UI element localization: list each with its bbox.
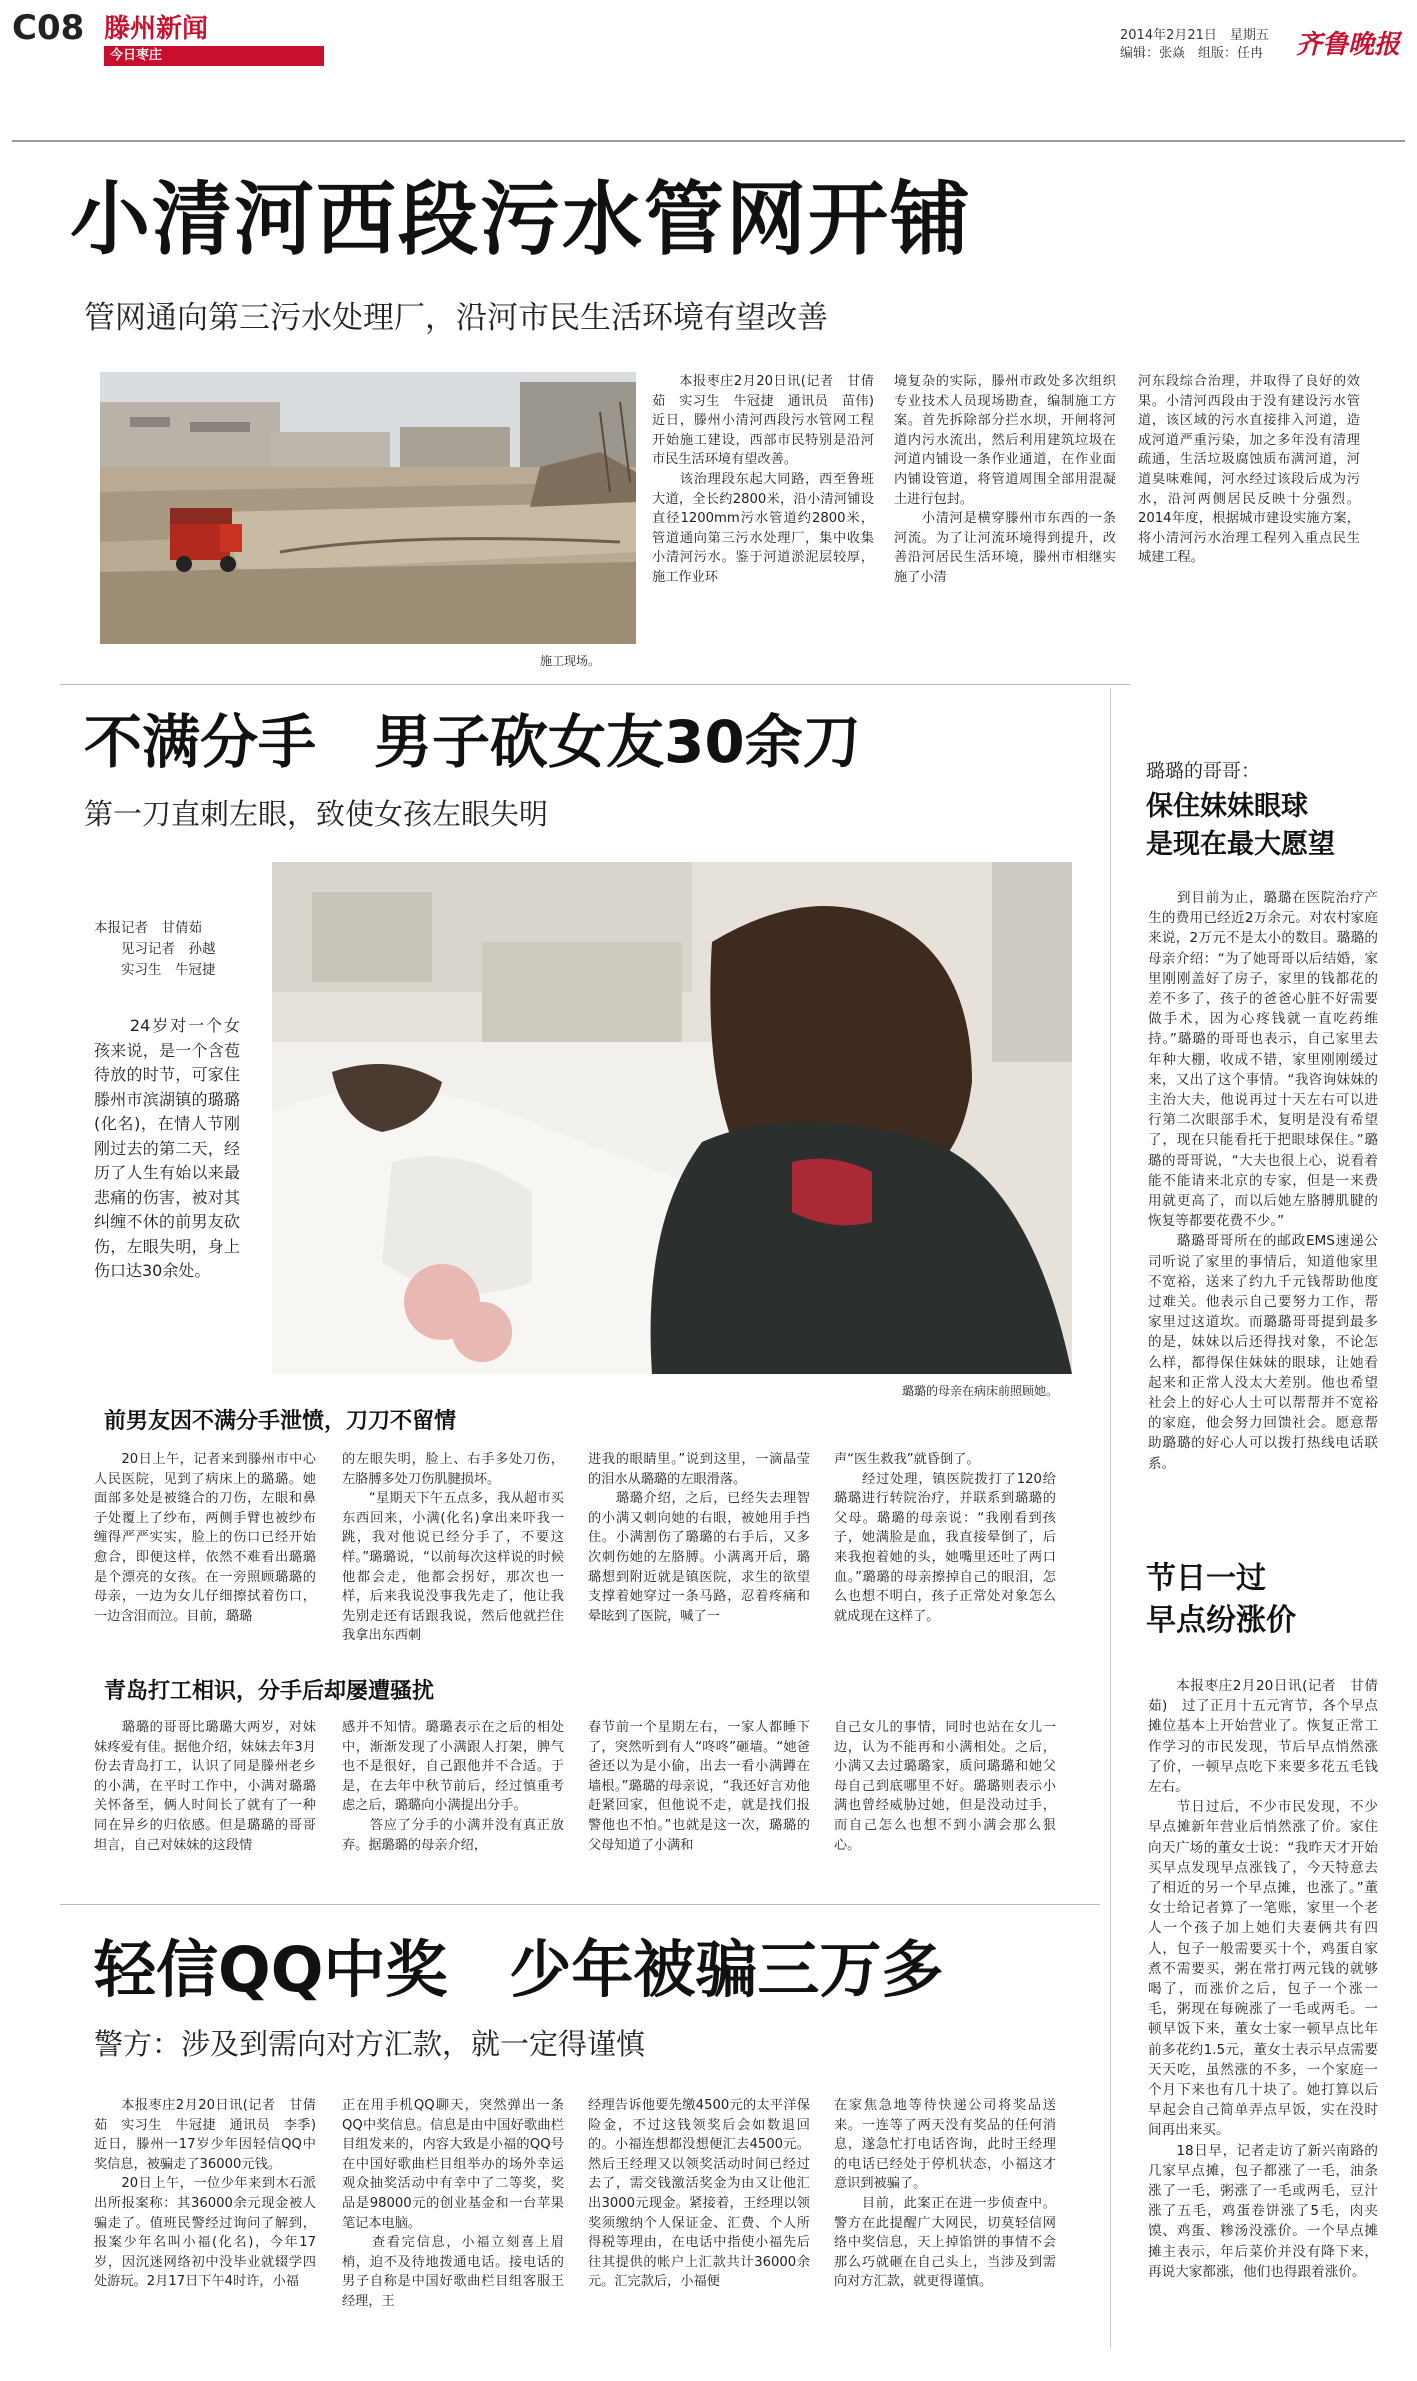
article1-col3: 河东段综合治理，并取得了良好的效果。小清河西段由于没有建设污水管道，该区域的污水直接排入河道，造成河道严重污染，加之多年没有清理疏通，生活垃圾腐蚀质布满河道，河道臭味难闻，河水经过该段后成为污水，沿河两侧居民反映十分强烈。2014年度，根据城市建设实施方案，将小清河污水治理工程列入重点民生城建工程。 [1138,374,1360,566]
article2-photo [272,862,1072,1374]
article1-photo-caption: 施工现场。 [540,654,601,668]
article2-section2-head: 青岛打工相识，分手后却屡遭骚扰 [104,1679,435,1704]
brand-logo: 齐鲁晚报 [1296,30,1401,60]
construction-site-image [100,372,636,644]
article1-photo [100,372,636,644]
article2-byline: 本报记者 甘倩茹 见习记者 孙越 实习生 牛冠捷 [94,920,216,978]
article2-title: 不满分手 男子砍女友30余刀 [84,708,861,776]
article2-s2-col1: 璐璐的哥哥比璐璐大两岁，对妹妹疼爱有佳。据他介绍，妹妹去年3月份去青岛打工，认识了同是滕州老乡的小满，在平时工作中，小满对璐璐关怀备至，俩人时间长了就有了一种同在异乡的归依感。但是璐璐的哥哥坦言，自己对妹妹的这段情 [94,1720,316,1853]
article3-body: 本报枣庄2月20日讯(记者 甘倩茹) 过了正月十五元宵节，各个早点摊位基本上开始营业了。恢复正常工作学习的市民发现，节后早点悄然涨了价，一顿早点吃下来要多花五毛钱左右。 节日过后，不少市民发现，不少早点摊新年营业后悄然涨了价。家住向天广场的董女士说：“我昨天才开始买早点发现早点涨钱了，今天特意去了相近的另一个早点摊，也涨了。”董女士给记者算了一笔账，家里一个老人一个孩子加上她们夫妻俩共有四人，包子一般需要买十个，鸡蛋自家煮不需要买，粥在常打两元钱的就够喝了，而涨价之后，包子一个涨一毛，粥现在每碗涨了一毛或两毛。一顿早饭下来，董女士家一顿早点比年前多花约1.5元，董女士表示早点需要天天吃，虽然涨的不多，一个家庭一个月下来也有几十块了。她打算以后早起会自己简单弄点早饭，实在没时间再出来买。 18日早，记者走访了新兴南路的几家早点摊，包子都涨了一毛，油条涨了一毛，粥涨了一毛或两毛，豆汁涨了五毛，鸡蛋卷饼涨了5毛，肉夹馍、鸡蛋、糁汤没涨价。一个早点摊摊主表示，年后菜价并没有降下来，再说大家都涨，他们也得跟着涨价。 [1148,1678,1378,2280]
article1-col1: 本报枣庄2月20日讯(记者 甘倩茹 实习生 牛冠捷 通讯员 苗伟) 近日，滕州小清河西段污水管网工程开始施工建设，西部市民特别是沿河市民生活环境有望改善。 该治理段东起大同路，西至鲁班大道，全长约2800米，沿小清河铺设直径1200mm污水管道约2800米，管道通向第三污水处理厂，集中收集小清河污水。鉴于河道淤泥层较厚，施工作业环 [652,374,874,585]
article2-s1-col4: 声“医生救我”就昏倒了。 经过处理，镇医院拨打了120给璐璐进行转院治疗，并联系到璐璐的父母。璐璐的母亲说：“我刚看到孩子，她满脸是血，我直接晕倒了，后来我抱着她的头，她嘴里还吐了两口血。”璐璐的母亲擦掉自己的眼泪，怎么也想不明白，孩子正常处对象怎么就成现在这样了。 [834,1452,1056,1624]
article1-title: 小清河西段污水管网开铺 [70,173,972,266]
article4-col4: 在家焦急地等待快递公司将奖品送来。一连等了两天没有奖品的任何消息，遂急忙打电话咨询，此时王经理的电话已经处于停机状态，小福这才意识到被骗了。 目前，此案正在进一步侦查中。警方在此提醒广大网民，切莫轻信网络中奖信息，天上掉馅饼的事情不会那么巧就砸在自己头上，当涉及到需向对方汇款，就更得谨慎。 [834,2098,1056,2290]
article2-s2-col4: 自己女儿的事情，同时也站在女儿一边，认为不能再和小满相处。之后，小满又去过璐璐家，质问璐璐和她父母自己到底哪里不好。璐璐则表示小满也曾经威胁过她，但是没动过手，而自己怎么也想不到小满会那么狠心。 [834,1720,1056,1853]
article2-photo-caption: 璐璐的母亲在病床前照顾她。 [902,1384,1059,1398]
article4-col1: 本报枣庄2月20日讯(记者 甘倩茹 实习生 牛冠捷 通讯员 李季) 近日，滕州一17岁少年因轻信QQ中奖信息，被骗走了36000元钱。 20日上午，一位少年来到木石派出所报案称：其36000余元现金被人骗走了。值班民警经过询问了解到，报案少年名叫小福(化名)，今年17岁，因沉迷网络初中没毕业就辍学四处游玩。2月17日下午4时许，小福 [94,2098,316,2290]
section-title: 滕州新闻 [104,14,209,44]
header-rule [12,140,1405,142]
header-date: 2014年2月21日 星期五 [1120,28,1269,43]
sidebar-vertical-rule [1110,688,1111,2348]
section-sub: 今日枣庄 [110,48,163,63]
hospital-photo-image [272,862,1072,1374]
article4-col2: 正在用手机QQ聊天，突然弹出一条QQ中奖信息。信息是由中国好歌曲栏目组发来的，内容大致是小福的QQ号在中国好歌曲栏目组举办的场外幸运观众抽奖活动中有幸中了二等奖，奖品是98000元的创业基金和一台苹果笔记本电脑。 查看完信息，小福立刻喜上眉梢，迫不及待地拨通电话。接电话的男子自称是中国好歌曲栏目组客服王经理，王 [342,2098,564,2309]
article2-lead: 24岁对一个女孩来说，是一个含苞待放的时节，可家住滕州市滨湖镇的璐璐(化名)，在情人节刚刚过去的第二天，经历了人生有始以来最悲痛的伤害，被对其纠缠不休的前男友砍伤，左眼失明，身上伤口达30余处。 [94,1016,240,1280]
article2-subtitle: 第一刀直刺左眼，致使女孩左眼失明 [84,797,549,831]
article1-subtitle: 管网通向第三污水处理厂，沿河市民生活环境有望改善 [84,300,828,336]
sidebar-title: 保住妹妹眼球 是现在最大愿望 [1146,791,1335,860]
article2-s1-col1: 20日上午，记者来到滕州市中心人民医院，见到了病床上的璐璐。她面部多处是被缝合的刀伤，左眼和鼻子处覆上了纱布，两侧手臂也被纱布缠得严严实实，脸上的伤口已经开始愈合，即便这样，依然不难看出璐璐是个漂亮的女孩。在一旁照顾璐璐的母亲，一边为女儿仔细擦拭着伤口，一边含泪而泣。目前，璐璐 [94,1452,316,1624]
divider-2 [60,1904,1100,1905]
header-editors: 编辑：张焱 组版：任冉 [1120,46,1264,61]
article2-s2-col2: 感并不知情。璐璐表示在之后的相处中，渐渐发现了小满跟人打架，脾气也不是很好，自己跟他并不合适。于是，在去年中秋节前后，经过慎重考虑之后，璐璐向小满提出分手。 答应了分手的小满并没有真正放弃。据璐璐的母亲介绍， [342,1720,564,1853]
article2-s1-col3: 进我的眼睛里。”说到这里，一滴晶莹的泪水从璐璐的左眼滑落。 璐璐介绍，之后，已经失去理智的小满又刺向她的右眼，被她用手挡住。小满割伤了璐璐的右手后，又多次刺伤她的左胳膊。小满离开后，璐璐想到附近就是镇医院，求生的欲望支撑着她穿过一条马路，忍着疼痛和晕眩到了医院，喊了一 [588,1452,810,1624]
article2-s1-col2: 的左眼失明，脸上、右手多处刀伤，左胳膊多处刀伤肌腱损坏。 “星期天下午五点多，我从超市买东西回来，小满(化名)拿出来吓我一跳，我对他说已经分手了，不要这样。”璐璐说，“以前每次这样说的时候他都会走，他都会拐好，那次也一样，后来我说没事我先走了，他让我先别走还有话跟我说，然后他就拦住我拿出东西刺 [342,1452,564,1644]
article4-subtitle: 警方：涉及到需向对方汇款，就一定得谨慎 [94,2027,646,2061]
sidebar-kicker: 璐璐的哥哥： [1146,760,1261,782]
article3-title: 节日一过 早点纷涨价 [1146,1561,1296,1638]
article2-s2-col3: 春节前一个星期左右，一家人都睡下了，突然听到有人“咚咚”砸墙。“她爸爸还以为是小偷，出去一看小满蹲在墙根。”璐璐的母亲说，“我还好言劝他赶紧回家，但他说不走，就是找们报警他也不怕。”也就是这一次，璐璐的父母知道了小满和 [588,1720,810,1853]
article4-col3: 经理告诉他要先缴4500元的太平洋保险金，不过这钱领奖后会如数退回的。小福连想都没想便汇去4500元。然后王经理又以领奖活动时间已经过去了，需交钱激活奖金为由又让他汇出3000元现金。紧接着，王经理以领奖须缴纳个人保证金、汇费、个人所得税等理由，在电话中指使小福先后往其提供的帐户上汇款共计36000余元。汇完款后，小福便 [588,2098,810,2290]
article2-section1-head: 前男友因不满分手泄愤，刀刀不留情 [104,1409,457,1434]
page-code: C08 [12,8,85,48]
article1-col2: 境复杂的实际，滕州市政处多次组织专业技术人员现场勘查，编制施工方案。首先拆除部分拦水坝，开闸将河道内污水流出，然后利用建筑垃圾在河道内铺设一条作业通道，在作业面内铺设管道，将管道周围全部用混凝土进行包封。 小清河是横穿滕州市东西的一条河流。为了让河流环境得到提升，改善沿河居民生活环境，滕州市相继实施了小清 [894,374,1116,585]
article4-title: 轻信QQ中奖 少年被骗三万多 [94,1933,944,2006]
sidebar-body: 到目前为止，璐璐在医院治疗产生的费用已经近2万余元。对农村家庭来说，2万元不是太小的数目。璐璐的母亲介绍：“为了她哥哥以后结婚，家里刚刚盖好了房子，家里的钱都花的差不多了，孩子的爸爸心脏不好需要做手术，因为心疼钱就一直吃药维持。”璐璐的哥哥也表示，自己家里去年种大棚，收成不错，家里刚刚缓过来，又出了这个事情。“我咨询妹妹的主治大夫，他说再过十天左右可以进行第二次眼部手术，复明是没有希望了，现在只能看托于把眼球保住。”璐璐的哥哥说，“大夫也很上心，说看着能不能请来北京的专家，但是一来费用就更高了，而以后她左胳膊肌腱的恢复等都要花费不少。” 璐璐哥哥所在的邮政EMS速递公司听说了家里的事情后，知道他家里不宽裕，送来了约九千元钱帮助他度过难关。他表示自己要努力工作，帮家里过这道坎。而璐璐哥哥提到最多的是，妹妹以后还得找对象，不论怎么样，都得保住妹妹的眼球，让她看起来和正常人没太大差别。他也希望社会上的好心人士可以帮帮并不宽裕的家庭，他会努力回馈社会。愿意帮助璐璐的好心人可以拨打热线电话联系。 [1148,890,1378,1472]
divider-1 [60,684,1130,685]
